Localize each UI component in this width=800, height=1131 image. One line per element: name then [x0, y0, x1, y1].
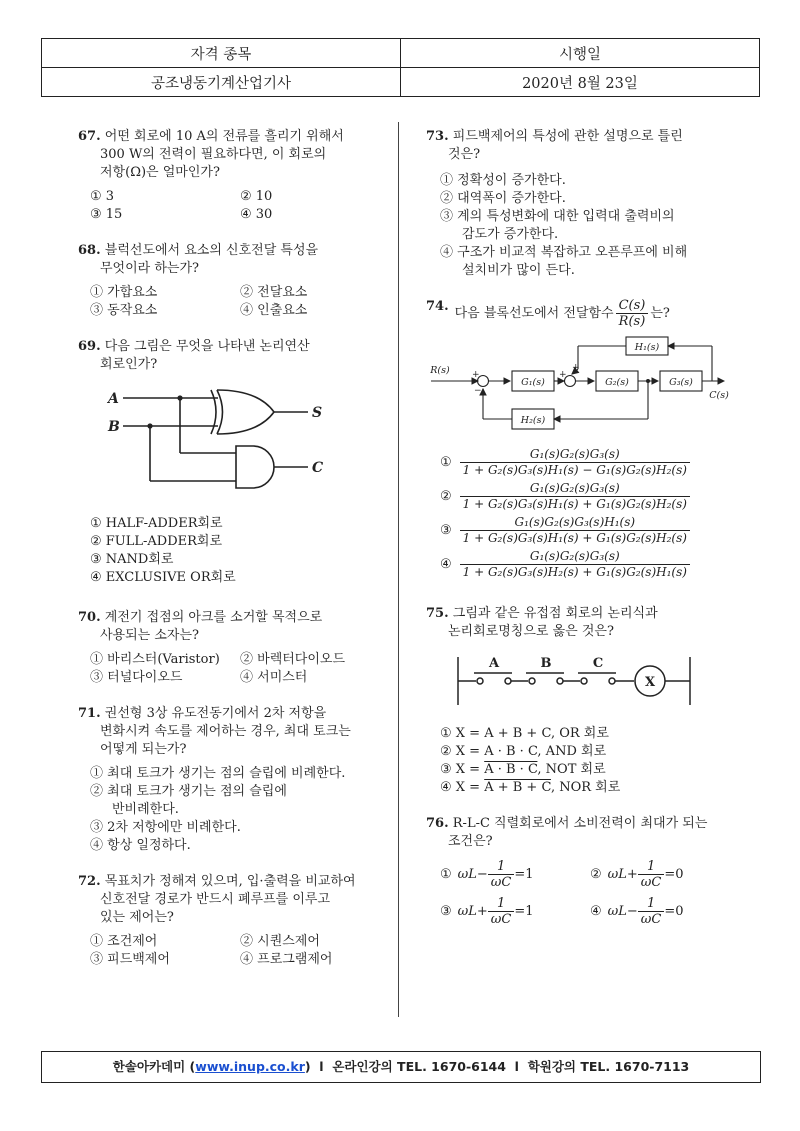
input-rs-label: R(s): [430, 365, 450, 376]
option-fraction: [460, 549, 690, 580]
fraction-denominator: ωC: [490, 912, 512, 927]
option[interactable]: ③ 15: [90, 207, 123, 222]
question-number: 71.: [78, 706, 101, 721]
option[interactable]: [426, 481, 756, 512]
option-prefix: ωL−: [607, 903, 638, 919]
question-70: [78, 609, 388, 687]
question-text: 다음 블록선도에서 전달함수: [454, 305, 614, 321]
publisher-name: 한솔아카데미: [112, 1059, 186, 1074]
question-text: 것은?: [448, 147, 481, 162]
fraction-numerator: G₁(s)G₂(s)G₃(s): [460, 447, 690, 463]
option-prefix: ωL+: [607, 866, 638, 882]
sum1-plus-sign: +: [472, 370, 480, 380]
question-76: [426, 815, 756, 927]
fraction-numerator: G₁(s)G₂(s)G₃(s): [460, 481, 690, 497]
question-73: [426, 128, 756, 280]
question-text: 무엇이라 하는가?: [100, 261, 200, 276]
output-c-label: C: [312, 460, 324, 476]
publisher-footer: 한솔아카데미 (www.inup.co.kr) l 온라인강의 TEL. 1670-6144 l 학원강의 TEL. 1670-7113: [41, 1051, 761, 1083]
question-69: [78, 338, 388, 587]
relay-x-label: X: [644, 675, 656, 690]
fraction-denominator: ωC: [640, 875, 662, 890]
option[interactable]: [426, 515, 756, 546]
question-number: 69.: [78, 339, 101, 354]
question-number: 68.: [78, 243, 101, 258]
option[interactable]: [590, 896, 740, 927]
fraction-numerator: 1: [638, 896, 665, 912]
series-contact-circuit: [454, 651, 694, 711]
option[interactable]: ① 가합요소: [90, 285, 158, 300]
fraction-denominator: ωC: [640, 912, 662, 927]
option[interactable]: ① 최대 토크가 생기는 점의 슬립에 비례한다.: [90, 766, 346, 781]
fraction-numerator: 1: [488, 896, 515, 912]
option[interactable]: [590, 859, 740, 890]
option-expression: A + B + C: [484, 780, 551, 795]
question-text: 있는 제어는?: [100, 910, 174, 925]
option-mark: ③: [440, 903, 452, 919]
option-mark: ①: [440, 454, 452, 470]
option-mark: ③: [440, 522, 452, 538]
options-row: [78, 284, 388, 302]
options-row: [78, 206, 388, 224]
option-suffix: , OR 회로: [550, 726, 609, 741]
question-74: [426, 298, 756, 580]
option-fraction: [460, 515, 690, 546]
option-suffix: , AND 회로: [537, 744, 607, 759]
option[interactable]: ③ 터널다이오드: [90, 670, 183, 685]
question-number: 72.: [78, 874, 101, 889]
question-text: 논리회로명칭으로 옳은 것은?: [448, 624, 614, 639]
option[interactable]: [440, 859, 590, 890]
options-row: [78, 669, 388, 687]
option-prefix: ④ X =: [440, 780, 485, 795]
fraction-denominator: 1 + G₂(s)G₃(s)H₁(s) + G₁(s)G₂(s)H₂(s): [462, 531, 687, 545]
option[interactable]: ② FULL-ADDER회로: [90, 534, 223, 549]
question-text: 조건은?: [448, 834, 493, 849]
contact-c-label: C: [592, 656, 604, 671]
option[interactable]: ① 바리스터(Varistor): [90, 652, 220, 667]
option-expression: A + B + C: [484, 726, 551, 741]
question-text: 변화시켜 속도를 제어하는 경우, 최대 토크는: [100, 724, 351, 739]
option-fraction: [638, 859, 665, 890]
option[interactable]: [426, 779, 756, 797]
option-continued: 감도가 증가한다.: [462, 227, 559, 242]
exam-info-table: [41, 38, 760, 97]
option[interactable]: ③ NAND회로: [90, 552, 174, 567]
contact-b-label: B: [540, 656, 552, 671]
subject-heading: 자격 종목: [42, 39, 401, 68]
option-prefix: ωL+: [457, 903, 488, 919]
left-column: [78, 128, 388, 969]
question-text: 그림과 같은 유접점 회로의 논리식과: [452, 606, 658, 621]
question-text: 계전기 접점의 아크를 소거할 목적으로: [104, 610, 323, 625]
sum1-minus-sign: −: [474, 386, 482, 396]
option-suffix: , NOT 회로: [537, 762, 606, 777]
fraction-numerator: C(s): [616, 298, 649, 314]
option-prefix: ωL−: [457, 866, 488, 882]
option-fraction: [488, 896, 515, 927]
sum2-plus-sign: +: [559, 370, 567, 380]
question-75: [426, 605, 756, 797]
output-s-label: S: [312, 405, 323, 421]
option[interactable]: ③ 피드백제어: [90, 952, 170, 967]
block-diagram: [426, 337, 729, 437]
question-number: 73.: [426, 129, 449, 144]
option[interactable]: ③ 계의 특성변화에 대한 입력대 출력비의: [440, 209, 675, 224]
option[interactable]: ④ EXCLUSIVE OR회로: [90, 570, 236, 585]
option[interactable]: ④ 30: [240, 207, 273, 222]
question-number: 75.: [426, 606, 449, 621]
options-row: [78, 933, 388, 951]
h1-block-label: H₁(s): [634, 342, 660, 353]
option[interactable]: ④ 서미스터: [240, 670, 308, 685]
separator: l: [514, 1059, 519, 1074]
q74-options: [426, 447, 756, 580]
option[interactable]: ② 전달요소: [240, 285, 308, 300]
publisher-link[interactable]: www.inup.co.kr: [195, 1059, 305, 1074]
question-text: 권선형 3상 유도전동기에서 2차 저항을: [104, 706, 327, 721]
question-number: 70.: [78, 610, 101, 625]
option[interactable]: [426, 549, 756, 580]
option-suffix: =1: [514, 866, 534, 882]
options-row: [426, 859, 756, 890]
fraction-numerator: 1: [488, 859, 515, 875]
option-continued: 반비례한다.: [112, 802, 179, 817]
separator: l: [319, 1059, 324, 1074]
option-prefix: ① X =: [440, 726, 485, 741]
sum2-plus-sign-top: +: [572, 363, 580, 373]
contact-a-label: A: [488, 656, 500, 671]
question-text: 는?: [650, 305, 670, 321]
option[interactable]: ② 바렉터다이오드: [240, 652, 346, 667]
question-number: 74.: [426, 299, 449, 314]
question-text: 블럭선도에서 요소의 신호전달 특성을: [104, 243, 319, 258]
option[interactable]: ① 정확성이 증가한다.: [440, 173, 566, 188]
q76-options: [426, 859, 756, 927]
option-expression: A · B · C: [484, 762, 538, 777]
option[interactable]: ① HALF-ADDER회로: [90, 516, 223, 531]
transfer-function-fraction: [616, 298, 649, 329]
question-text: 피드백제어의 특성에 관한 설명으로 틀린: [452, 129, 683, 144]
option[interactable]: ④ 인출요소: [240, 303, 308, 318]
academy-lecture-tel: 학원강의 TEL. 1670-7113: [527, 1059, 690, 1074]
option-mark: ①: [440, 866, 452, 882]
date-value: 2020년 8월 23일: [401, 68, 760, 97]
q75-options: [426, 725, 756, 797]
question-text: 목표치가 정해져 있으며, 입·출력을 비교하여: [104, 874, 356, 889]
option-mark: ②: [590, 866, 602, 882]
option-prefix: ② X =: [440, 744, 485, 759]
option-suffix: =0: [664, 866, 684, 882]
fraction-denominator: 1 + G₂(s)G₃(s)H₂(s) + G₁(s)G₂(s)H₁(s): [462, 565, 687, 579]
question-text: 저항(Ω)은 얼마인가?: [100, 165, 220, 180]
option-fraction: [460, 481, 690, 512]
question-number: 76.: [426, 816, 449, 831]
fraction-denominator: 1 + G₂(s)G₃(s)H₁(s) + G₁(s)G₂(s)H₂(s): [462, 497, 687, 511]
fraction-denominator: ωC: [490, 875, 512, 890]
question-text: 어떤 회로에 10 A의 전류를 흘리기 위해서: [104, 129, 344, 144]
input-b-label: B: [108, 419, 120, 435]
option[interactable]: [426, 761, 756, 779]
question-text: 회로인가?: [100, 357, 158, 372]
option[interactable]: [426, 725, 756, 743]
option[interactable]: [440, 896, 590, 927]
g2-block-label: G₂(s): [605, 377, 629, 388]
option[interactable]: ② 시퀀스제어: [240, 934, 320, 949]
option-expression: A · B · C: [484, 744, 538, 759]
question-text: 300 W의 전력이 필요하다면, 이 회로의: [100, 147, 327, 162]
option-suffix: =0: [664, 903, 684, 919]
options-row: [78, 651, 388, 669]
question-text: 어떻게 되는가?: [100, 742, 187, 757]
options-row: [78, 302, 388, 320]
option-fraction: [638, 896, 665, 927]
option[interactable]: ② 10: [240, 189, 273, 204]
half-adder-logic-diagram: [108, 378, 358, 503]
option[interactable]: [426, 743, 756, 761]
option[interactable]: ④ 구조가 비교적 복잡하고 오픈루프에 비해: [440, 245, 688, 260]
fraction-numerator: G₁(s)G₂(s)G₃(s)H₁(s): [460, 515, 690, 531]
options-row: [78, 951, 388, 969]
g3-block-label: G₃(s): [669, 377, 693, 388]
fraction-numerator: 1: [638, 859, 665, 875]
option[interactable]: ④ 프로그램제어: [240, 952, 333, 967]
question-text: 신호전달 경로가 반드시 폐루프를 이루고: [100, 892, 331, 907]
option-fraction: [460, 447, 690, 478]
fraction-denominator: R(s): [618, 314, 646, 329]
option-continued: 설치비가 많이 든다.: [462, 263, 575, 278]
option-mark: ④: [590, 903, 602, 919]
question-text: 사용되는 소자는?: [100, 628, 200, 643]
question-number: 67.: [78, 129, 101, 144]
question-text: R-L-C 직렬회로에서 소비전력이 최대가 되는: [452, 816, 708, 831]
question-68: [78, 242, 388, 320]
output-cs-label: C(s): [709, 390, 729, 401]
online-lecture-tel: 온라인강의 TEL. 1670-6144: [332, 1059, 506, 1074]
fraction-numerator: G₁(s)G₂(s)G₃(s): [460, 549, 690, 565]
right-column: [426, 128, 756, 933]
option[interactable]: ① 조건제어: [90, 934, 158, 949]
date-heading: 시행일: [401, 39, 760, 68]
option[interactable]: ② 대역폭이 증가한다.: [440, 191, 566, 206]
g1-block-label: G₁(s): [521, 377, 545, 388]
option[interactable]: ① 3: [90, 189, 115, 204]
question-text: 다음 그림은 무엇을 나타낸 논리연산: [104, 339, 310, 354]
option-prefix: ③ X =: [440, 762, 485, 777]
option-suffix: =1: [514, 903, 534, 919]
option[interactable]: ② 최대 토크가 생기는 점의 슬립에: [90, 784, 287, 799]
subject-value: 공조냉동기계산업기사: [42, 68, 401, 97]
option-fraction: [488, 859, 515, 890]
question-71: [78, 705, 388, 855]
column-divider: [398, 122, 399, 1017]
option[interactable]: ④ 항상 일정하다.: [90, 838, 191, 853]
options-row: [78, 188, 388, 206]
fraction-denominator: 1 + G₂(s)G₃(s)H₁(s) − G₁(s)G₂(s)H₂(s): [462, 463, 687, 477]
question-72: [78, 873, 388, 969]
options-row: [426, 896, 756, 927]
option-mark: ②: [440, 488, 452, 504]
option[interactable]: ③ 동작요소: [90, 303, 158, 318]
input-a-label: A: [108, 391, 119, 407]
option[interactable]: ③ 2차 저항에만 비례한다.: [90, 820, 241, 835]
question-67: [78, 128, 388, 224]
option-mark: ④: [440, 556, 452, 572]
option[interactable]: [426, 447, 756, 478]
h2-block-label: H₂(s): [520, 415, 546, 426]
option-suffix: , NOR 회로: [550, 780, 621, 795]
